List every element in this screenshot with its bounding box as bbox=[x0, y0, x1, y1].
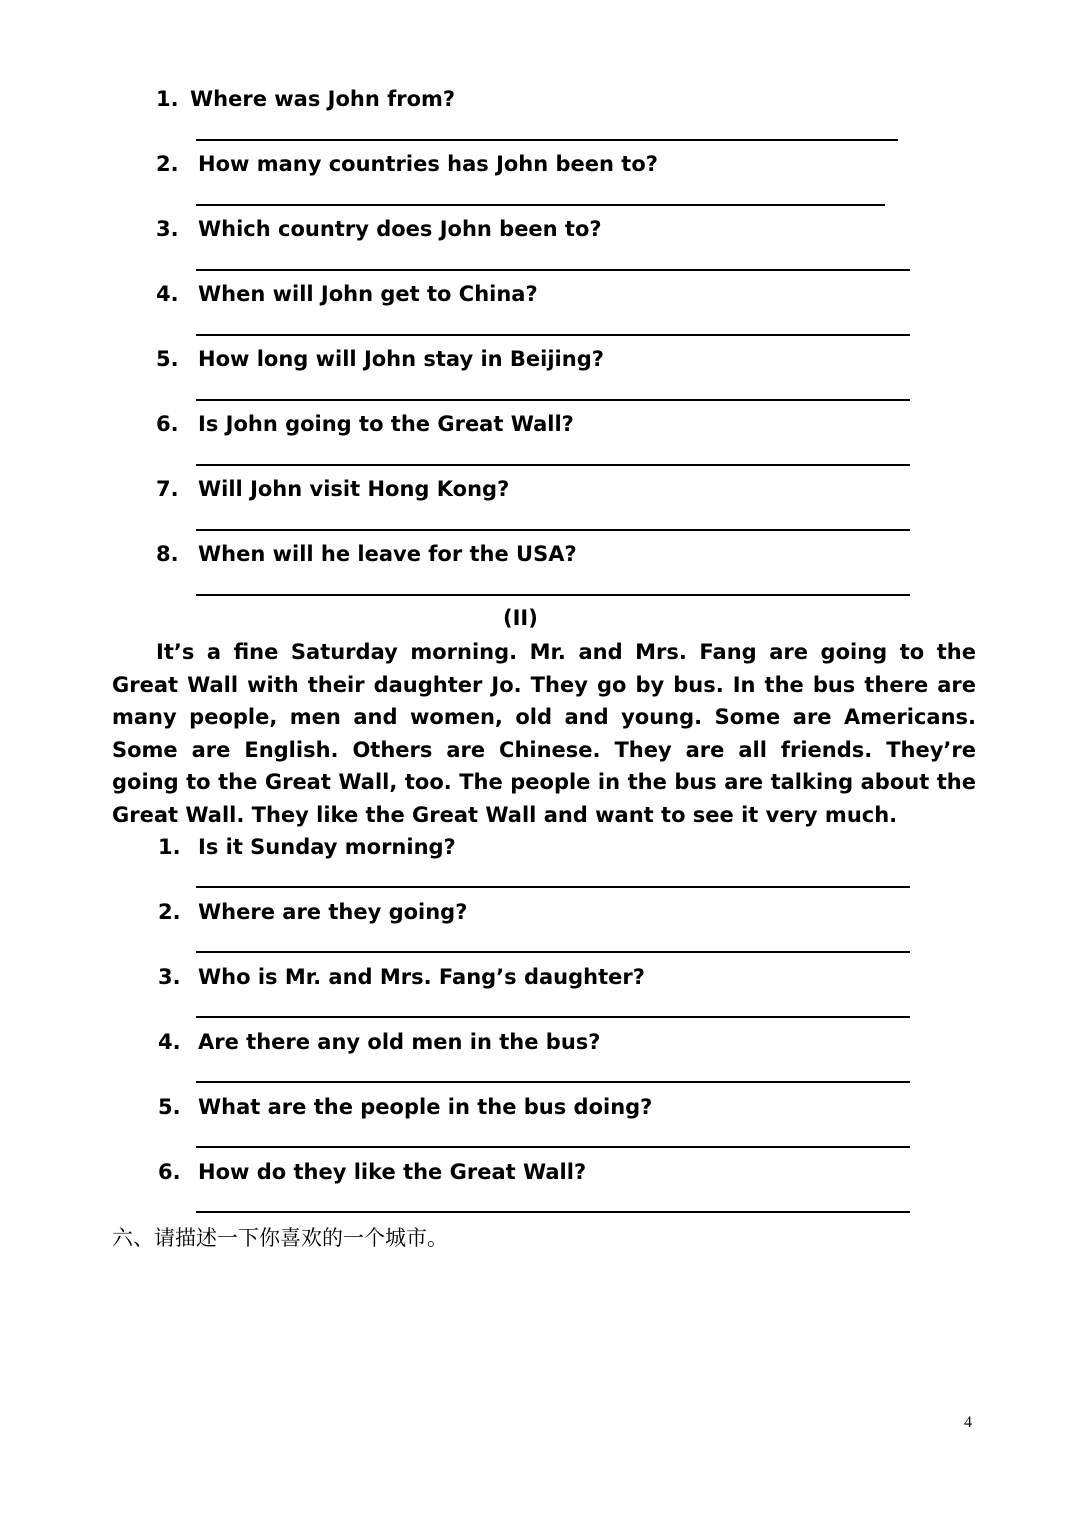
question-8 bbox=[156, 542, 577, 566]
question-number: 3. bbox=[156, 217, 179, 241]
reading-passage bbox=[112, 636, 976, 831]
section-6-prompt: 六、请描述一下你喜欢的一个城市。 bbox=[112, 1226, 448, 1250]
question-text: Where was John from? bbox=[190, 87, 456, 111]
question-text: What are the people in the bus doing? bbox=[198, 1095, 653, 1119]
question-text: When will he leave for the USA? bbox=[198, 542, 577, 566]
question-number: 5. bbox=[158, 1095, 181, 1119]
answer-line[interactable] bbox=[196, 464, 910, 466]
question-1 bbox=[156, 87, 455, 111]
question-number: 5. bbox=[156, 347, 179, 371]
answer-line[interactable] bbox=[196, 269, 910, 271]
answer-line[interactable] bbox=[196, 204, 885, 206]
question-number: 4. bbox=[158, 1030, 181, 1054]
question-6 bbox=[158, 1160, 586, 1184]
answer-line[interactable] bbox=[196, 1211, 910, 1213]
question-text: Is John going to the Great Wall? bbox=[198, 412, 574, 436]
question-number: 3. bbox=[158, 965, 181, 989]
answer-line[interactable] bbox=[196, 529, 910, 531]
question-number: 6. bbox=[156, 412, 179, 436]
question-text: When will John get to China? bbox=[198, 282, 538, 306]
question-text: Which country does John been to? bbox=[198, 217, 602, 241]
question-number: 2. bbox=[156, 152, 179, 176]
question-number: 6. bbox=[158, 1160, 181, 1184]
question-3 bbox=[156, 217, 602, 241]
answer-line[interactable] bbox=[196, 1016, 910, 1018]
answer-line[interactable] bbox=[196, 886, 910, 888]
question-text: Are there any old men in the bus? bbox=[198, 1030, 601, 1054]
question-7 bbox=[156, 477, 509, 501]
question-1 bbox=[158, 835, 456, 859]
answer-line[interactable] bbox=[196, 399, 910, 401]
question-number: 8. bbox=[156, 542, 179, 566]
question-number: 4. bbox=[156, 282, 179, 306]
question-text: Will John visit Hong Kong? bbox=[198, 477, 510, 501]
question-3 bbox=[158, 965, 645, 989]
answer-line[interactable] bbox=[196, 334, 910, 336]
question-4 bbox=[156, 282, 538, 306]
question-number: 7. bbox=[156, 477, 179, 501]
answer-line[interactable] bbox=[196, 1081, 910, 1083]
question-number: 1. bbox=[156, 87, 179, 111]
answer-line[interactable] bbox=[196, 139, 898, 141]
question-2 bbox=[156, 152, 658, 176]
question-5 bbox=[156, 347, 604, 371]
question-text: How do they like the Great Wall? bbox=[198, 1160, 587, 1184]
question-text: Is it Sunday morning? bbox=[198, 835, 456, 859]
page-number: 4 bbox=[964, 1414, 972, 1431]
question-4 bbox=[158, 1030, 600, 1054]
question-text: How many countries has John been to? bbox=[198, 152, 658, 176]
question-text: How long will John stay in Beijing? bbox=[198, 347, 604, 371]
answer-line[interactable] bbox=[196, 951, 910, 953]
question-2 bbox=[158, 900, 467, 924]
question-text: Where are they going? bbox=[198, 900, 468, 924]
question-number: 1. bbox=[158, 835, 181, 859]
question-text: Who is Mr. and Mrs. Fang’s daughter? bbox=[198, 965, 645, 989]
question-number: 2. bbox=[158, 900, 181, 924]
answer-line[interactable] bbox=[196, 594, 910, 596]
question-6 bbox=[156, 412, 574, 436]
answer-line[interactable] bbox=[196, 1146, 910, 1148]
section-heading: (II) bbox=[503, 606, 538, 630]
passage-text: It’s a fine Saturday morning. Mr. and Mrs. Fang are going to the Great Wall with their daughter Jo. They go by bus. In the bus there are many people, men and women, old and young. Some are Americans. Some are English. Others are Chinese. They are all friends. They’re going to the Great Wall, too. The people in the bus are talking about the Great Wall. They like the Great Wall and want to see it very much. bbox=[112, 640, 976, 827]
question-5 bbox=[158, 1095, 652, 1119]
